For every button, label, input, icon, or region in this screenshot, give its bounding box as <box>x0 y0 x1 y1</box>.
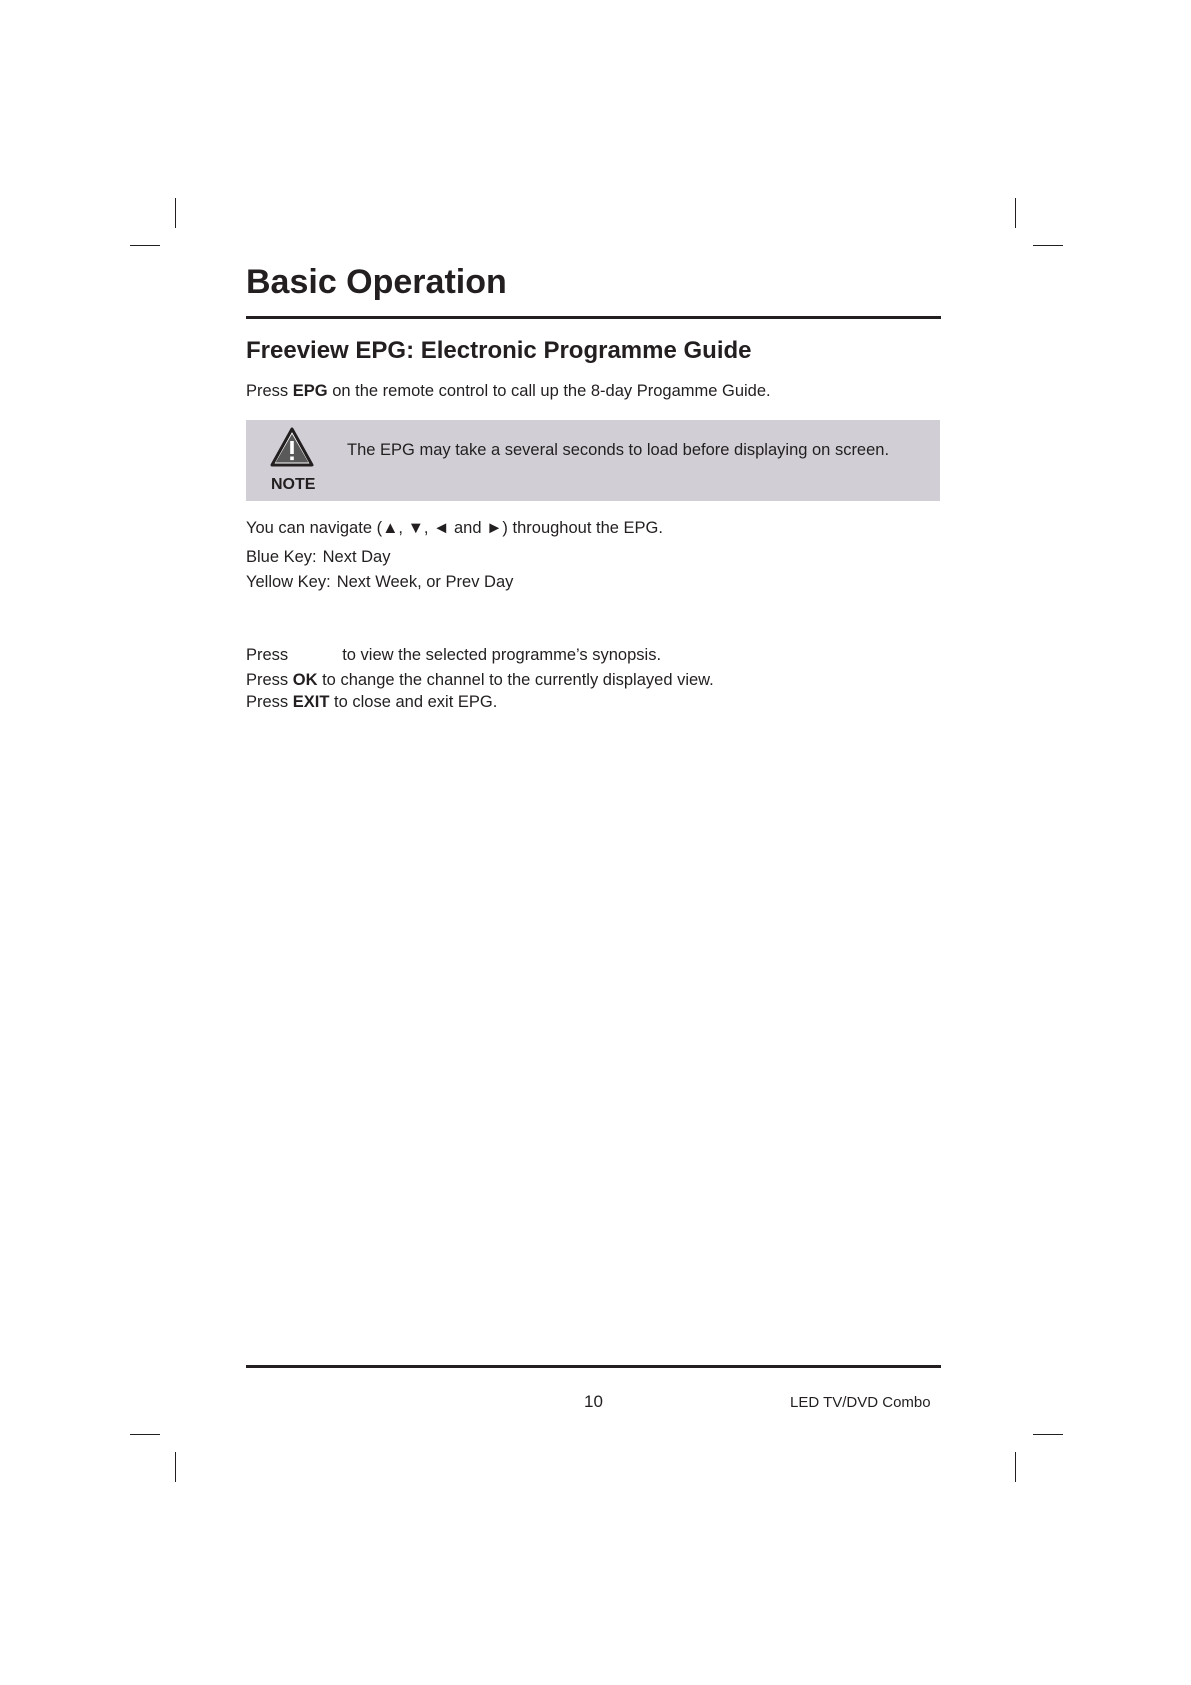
blue-key-line <box>246 547 390 567</box>
note-text: The EPG may take a several seconds to load before displaying on screen. <box>347 441 890 459</box>
epg-key: EPG <box>292 382 328 400</box>
note-box <box>246 420 940 501</box>
synopsis-line: Press to view the selected programme’s synopsis. <box>246 646 662 664</box>
note-label: NOTE <box>271 476 316 493</box>
crop-mark <box>1033 245 1063 246</box>
warning-triangle-icon <box>270 427 314 467</box>
product-name: LED TV/DVD Combo <box>790 1394 931 1411</box>
navigation-line: You can navigate (▲, ▼, ◄ and ►) throughout the EPG. <box>246 519 663 537</box>
crop-mark <box>175 1452 176 1482</box>
crop-mark <box>130 1434 160 1435</box>
ok-line: Press OK to change the channel to the currently displayed view. <box>246 671 714 689</box>
key-action: Next Week, or Prev Day <box>336 573 514 591</box>
page-number: 10 <box>584 1392 603 1411</box>
crop-mark <box>130 245 160 246</box>
crop-mark <box>1033 1434 1063 1435</box>
crop-mark <box>1015 1452 1016 1482</box>
ok-key: OK <box>292 671 318 689</box>
section-title: Freeview EPG: Electronic Programme Guide <box>246 337 752 364</box>
key-label: Yellow Key: <box>246 573 331 591</box>
footer-rule <box>246 1365 941 1368</box>
exit-line: Press EXIT to close and exit EPG. <box>246 693 498 711</box>
crop-mark <box>175 198 176 228</box>
key-label: Blue Key: <box>246 548 317 566</box>
crop-mark <box>1015 198 1016 228</box>
header-rule <box>246 316 941 319</box>
yellow-key-line <box>246 572 513 592</box>
key-action: Next Day <box>322 548 391 566</box>
intro-line: Press EPG on the remote control to call up the 8-day Progamme Guide. <box>246 382 771 400</box>
page-title: Basic Operation <box>246 263 507 301</box>
exit-key: EXIT <box>292 693 330 711</box>
